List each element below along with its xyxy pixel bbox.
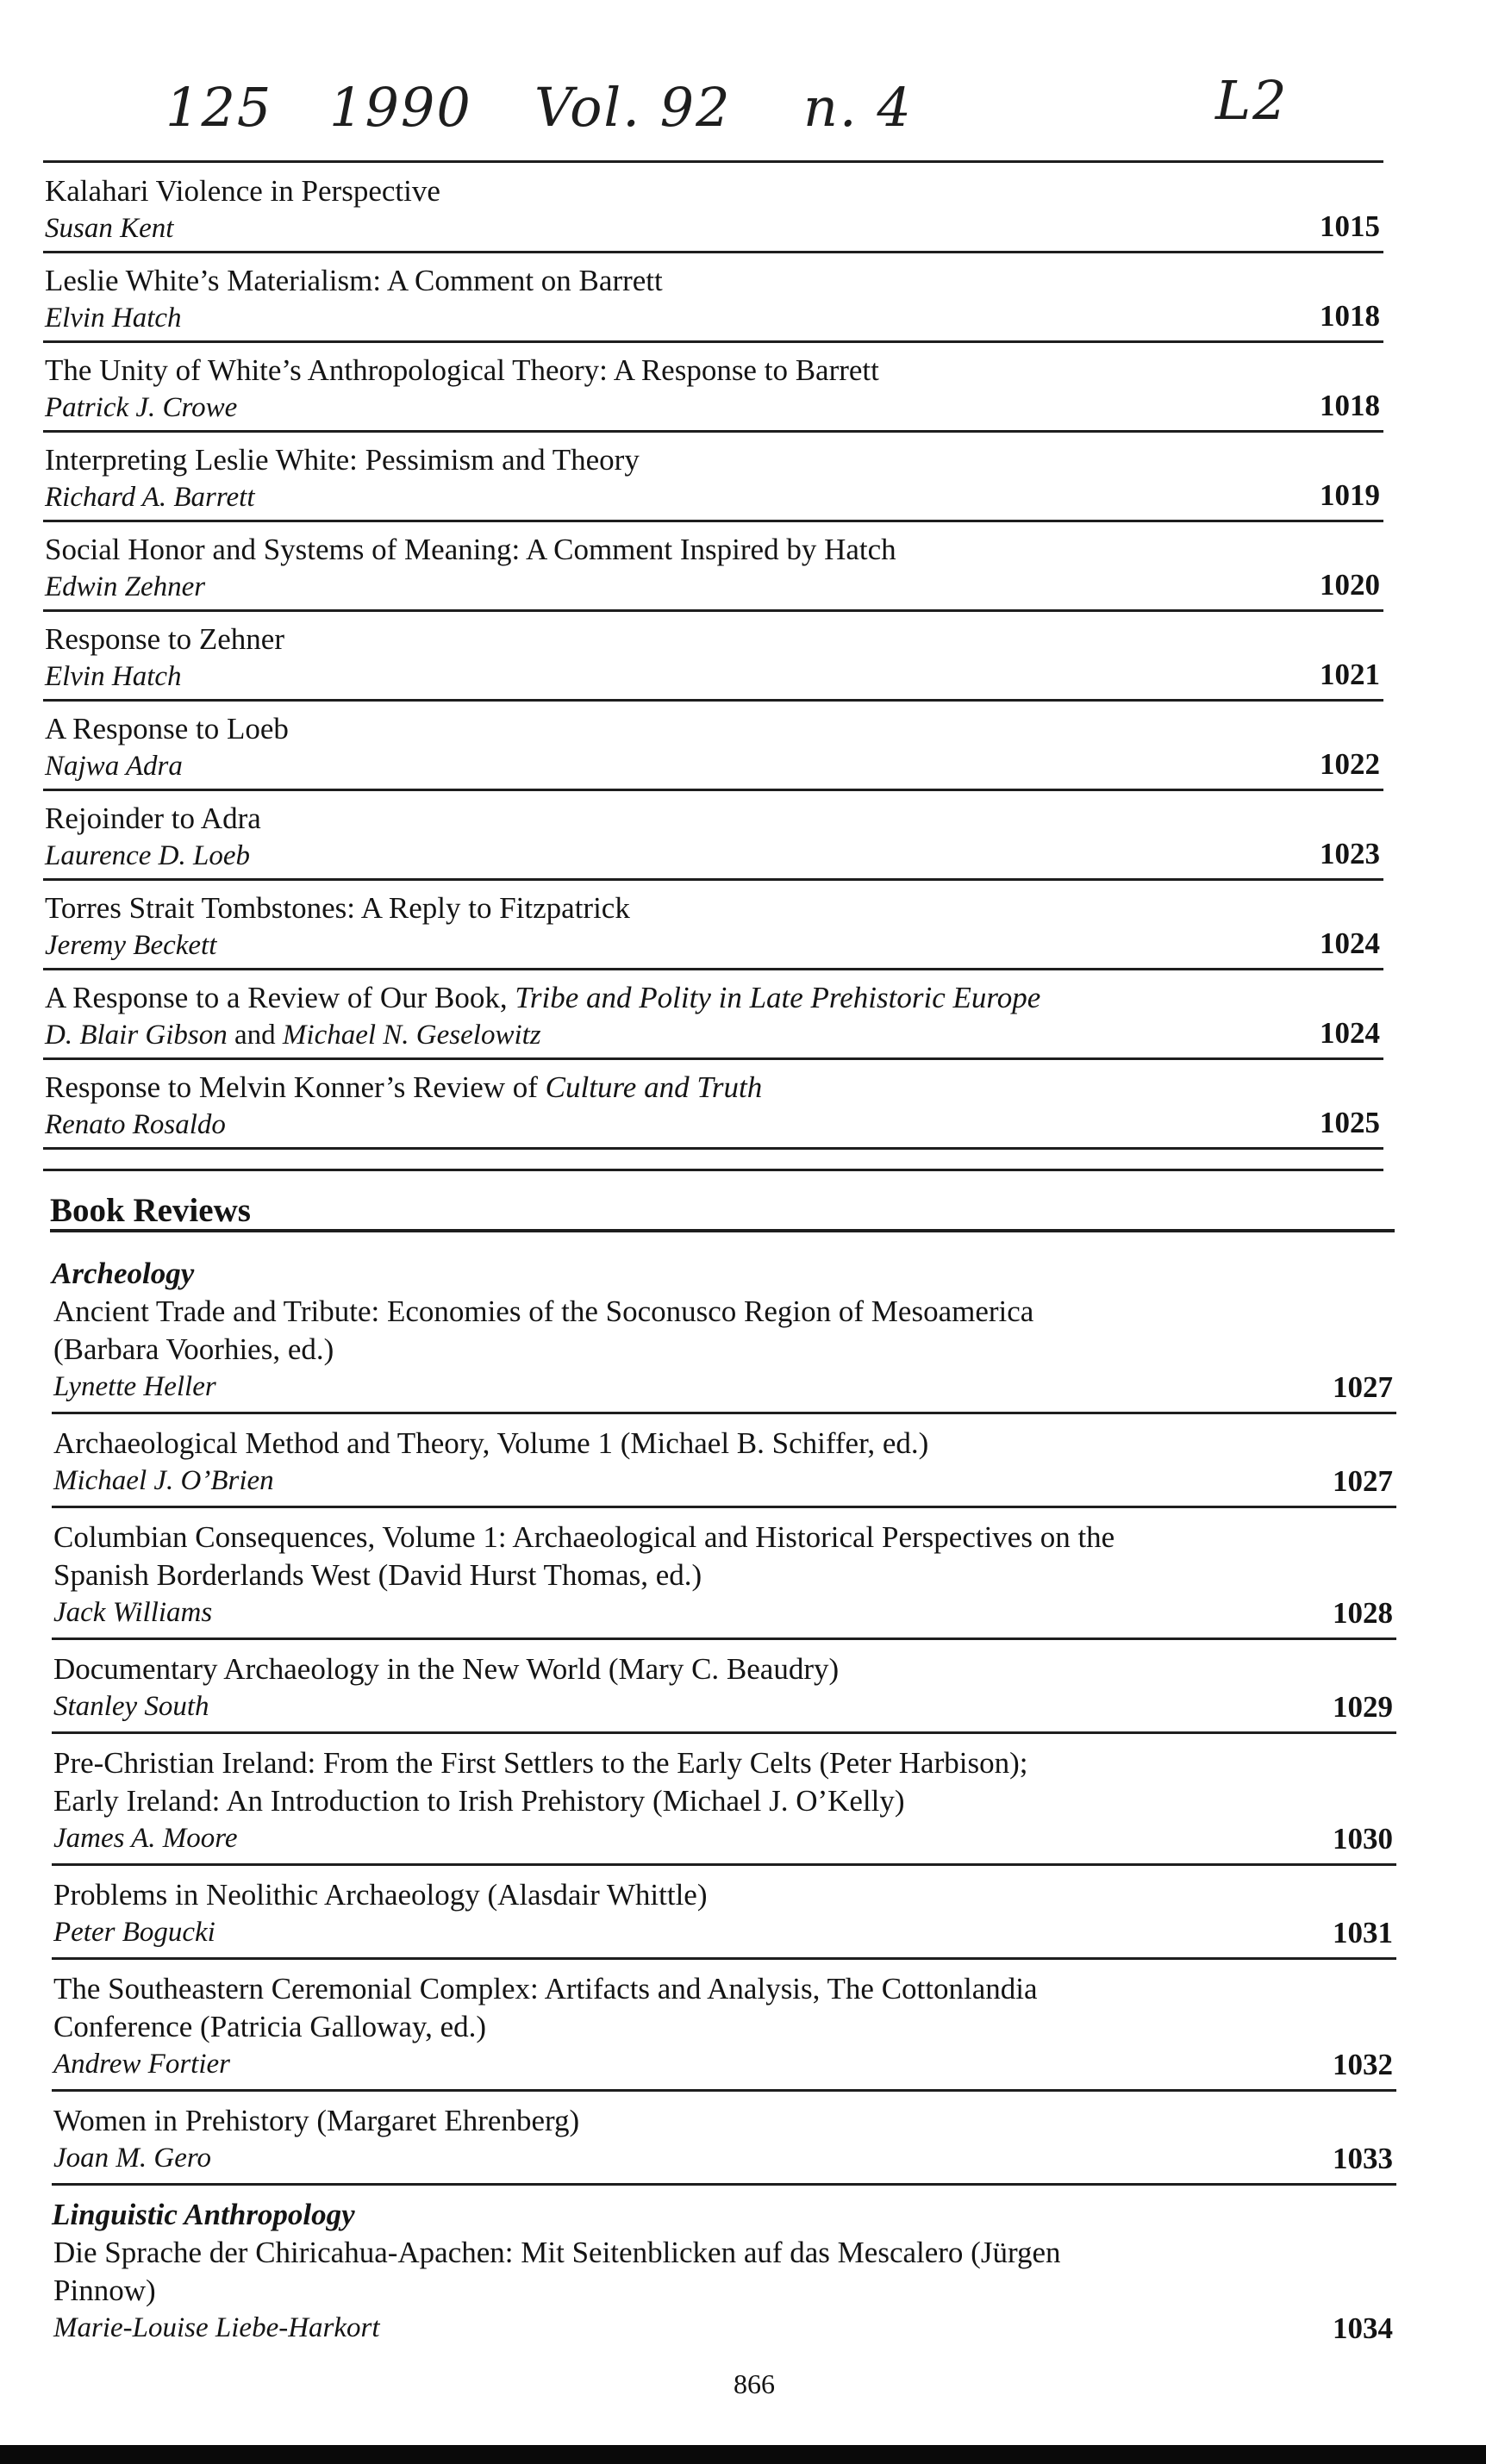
review-entry [52,1293,1396,1414]
entry-author [45,390,1383,426]
top-rule [43,160,1383,163]
toc-entry [43,881,1383,970]
entry-page-number: 1025 [1320,1106,1380,1139]
review-category: Linguistic Anthropology [52,2198,355,2231]
entry-title [45,441,1383,479]
entry-title [45,710,1383,748]
entry-title-text: The Unity of White’s Anthropological Theory: A Response to Barrett [45,353,879,387]
review-page-number: 1027 [1333,1464,1393,1498]
handwritten-year: 1990 [329,76,472,139]
entry-title-text: A Response to Loeb [45,712,289,745]
review-title-line: Documentary Archaeology in the New World (Mary C. Beaudry) [53,1652,840,1686]
review-title-line: Ancient Trade and Tribute: Economies of the Soconusco Region of Mesoamerica [53,1294,1034,1328]
review-author: Stanley South [53,1691,209,1722]
review-author: Michael J. O’Brien [53,1465,274,1496]
handwritten-mark: L2 [1215,69,1289,132]
page-number: 866 [734,2368,775,2399]
handwritten-volume: Vol. 92 [534,76,732,139]
review-entry [52,2097,1396,2186]
entry-page-number: 1024 [1320,926,1380,960]
review-page-number: 1033 [1333,2142,1393,2175]
entry-page-number: 1022 [1320,747,1380,781]
entry-author [45,927,1383,964]
entry-author-name: Jeremy Beckett [45,930,217,961]
entry-author [45,300,1383,336]
toc-entry [43,791,1383,881]
entry-author-name: Susan Kent [45,213,174,244]
entry-title [45,531,1383,569]
entry-title [45,262,1383,300]
entry-title [45,800,1383,838]
entry-title-text: A Response to a Review of Our Book, [45,981,515,1014]
review-entry [52,2234,1396,2353]
entry-title-text: Torres Strait Tombstones: A Reply to Fitzpatrick [45,891,630,925]
entry-page-number: 1018 [1320,299,1380,333]
entry-page-number: 1018 [1320,389,1380,422]
toc-entry [43,702,1383,791]
entry-author-name: Patrick J. Crowe [45,392,238,423]
entry-author [45,1017,1383,1053]
review-entry [52,1739,1396,1866]
review-title-line: The Southeastern Ceremonial Complex: Artifacts and Analysis, The Cottonlandia [53,1972,1038,2006]
entry-author-name: Edwin Zehner [45,571,206,602]
entry-title-text: Interpreting Leslie White: Pessimism and Theory [45,443,640,477]
review-entry [52,1419,1396,1508]
review-author: Lynette Heller [53,1371,216,1402]
review-entry [52,1871,1396,1960]
review-page-number: 1030 [1333,1822,1393,1856]
review-author: Andrew Fortier [53,2049,231,2080]
entry-author [45,569,1383,605]
entry-author [45,748,1383,784]
entry-author [45,1107,1383,1143]
entry-author [45,479,1383,515]
entry-author-conjunction: and [227,1020,283,1051]
review-category: Archeology [52,1257,195,1290]
entry-title-italic: Culture and Truth [545,1070,763,1104]
review-title-line: Pinnow) [53,2274,156,2307]
review-page-number: 1031 [1333,1916,1393,1949]
entry-author-name: Michael N. Geselowitz [282,1020,541,1051]
entry-author-name: Elvin Hatch [45,661,182,692]
review-author: James A. Moore [53,1823,238,1854]
entry-title-text: Leslie White’s Materialism: A Comment on Barrett [45,264,663,297]
book-reviews-heading: Book Reviews [50,1167,1395,1232]
review-title-line: (Barbara Voorhies, ed.) [53,1332,334,1366]
review-author: Peter Bogucki [53,1917,215,1948]
toc-entry [43,970,1383,1060]
entry-title-text: Response to Melvin Konner’s Review of [45,1070,546,1104]
entry-page-number: 1019 [1320,478,1380,512]
entry-author [45,210,1383,246]
entry-title [45,352,1383,390]
entry-author-name: Najwa Adra [45,751,183,782]
entry-page-number: 1021 [1320,658,1380,691]
toc-entry [43,433,1383,522]
review-entry [52,1645,1396,1734]
book-reviews-list [52,1255,1396,2358]
entry-author [45,838,1383,874]
review-title-line: Columbian Consequences, Volume 1: Archaeological and Historical Perspectives on the [53,1520,1115,1554]
review-title-line: Conference (Patricia Galloway, ed.) [53,2010,487,2043]
entry-title [45,1069,1383,1107]
review-page-number: 1034 [1333,2311,1393,2345]
entry-author-name: Richard A. Barrett [45,482,255,513]
entry-title [45,172,1383,210]
entry-title-text: Rejoinder to Adra [45,802,261,835]
review-page-number: 1028 [1333,1596,1393,1630]
entry-title [45,889,1383,927]
review-title-line: Spanish Borderlands West (David Hurst Thomas, ed.) [53,1558,702,1592]
entry-page-number: 1024 [1320,1016,1380,1050]
toc-entry [43,1060,1383,1150]
entry-author-name: Renato Rosaldo [45,1109,226,1140]
entry-title-italic: Tribe and Polity in Late Prehistoric Europe [515,981,1041,1014]
review-title-line: Early Ireland: An Introduction to Irish Prehistory (Michael J. O’Kelly) [53,1784,905,1818]
review-title-line: Die Sprache der Chiricahua-Apachen: Mit Seitenblicken auf das Mescalero (Jürgen [53,2236,1061,2269]
review-page-number: 1032 [1333,2048,1393,2081]
responses-list [43,164,1383,1150]
review-title-line: Archaeological Method and Theory, Volume 1 (Michael B. Schiffer, ed.) [53,1426,929,1460]
entry-page-number: 1020 [1320,568,1380,602]
review-title-line: Problems in Neolithic Archaeology (Alasdair Whittle) [53,1878,708,1912]
entry-title [45,979,1383,1017]
handwritten-number: n. 4 [803,76,913,139]
toc-entry [43,522,1383,612]
handwritten-code: 125 [165,76,273,139]
review-title-line: Pre-Christian Ireland: From the First Settlers to the Early Celts (Peter Harbison); [53,1746,1028,1780]
entry-title-text: Kalahari Violence in Perspective [45,174,440,208]
toc-entry [43,343,1383,433]
entry-title [45,621,1383,658]
review-author: Joan M. Gero [53,2143,211,2174]
entry-author-name: D. Blair Gibson [45,1020,228,1051]
review-entry [52,1513,1396,1640]
review-entry [52,1965,1396,2092]
review-author: Jack Williams [53,1597,213,1628]
toc-entry [43,253,1383,343]
entry-page-number: 1023 [1320,837,1380,870]
review-page-number: 1029 [1333,1690,1393,1724]
review-title-line: Women in Prehistory (Margaret Ehrenberg) [53,2104,580,2137]
review-author: Marie-Louise Liebe-Harkort [53,2312,380,2343]
review-page-number: 1027 [1333,1370,1393,1404]
entry-author-name: Laurence D. Loeb [45,840,250,871]
entry-author [45,658,1383,695]
entry-page-number: 1015 [1320,209,1380,243]
toc-entry [43,164,1383,253]
entry-title-text: Social Honor and Systems of Meaning: A Comment Inspired by Hatch [45,533,896,566]
entry-author-name: Elvin Hatch [45,303,182,334]
scan-edge [0,2445,1486,2464]
entry-title-text: Response to Zehner [45,622,284,656]
toc-entry [43,612,1383,702]
